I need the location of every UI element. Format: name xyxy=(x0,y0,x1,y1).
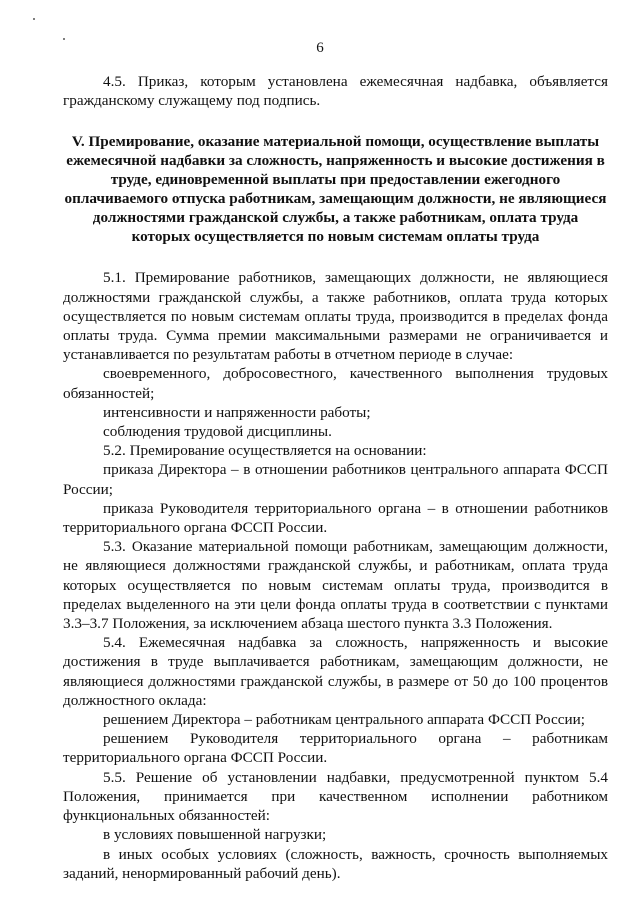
paragraph-5-4: 5.4. Ежемесячная надбавка за сложность, напряженность и высокие достижения в труде выплачивается работникам, замещающим должности, не являющиеся должностями гражданской службы, в размере от 50 до 100 процентов должностного оклада: xyxy=(63,634,608,709)
paragraph-5-3: 5.3. Оказание материальной помощи работникам, замещающим должности, не являющиеся должностями гражданской службы, и работникам, оплата труда которых осуществляется по новым системам оплаты труда, производится в пределах выделенного на эти цели фонда оплаты труда в соответствии с пунктами 3.3–3.7 Положения, за исключением абзаца шестого пункта 3.3 Положения. xyxy=(63,538,608,633)
list-item: в условиях повышенной нагрузки; xyxy=(103,826,327,844)
list-item: решением Директора – работникам центрального аппарата ФССП России; xyxy=(103,711,585,729)
list-item: соблюдения трудовой дисциплины. xyxy=(103,423,332,441)
paragraph-5-2: 5.2. Премирование осуществляется на основании: xyxy=(103,442,427,460)
list-item: приказа Руководителя территориального органа – в отношении работников территориального органа ФССП России. xyxy=(63,499,608,537)
list-item: решением Руководителя территориального органа – работникам территориального органа ФССП России. xyxy=(63,730,608,767)
section-4-5: 4.5. Приказ, которым установлена ежемесячная надбавка, объявляется гражданскому служащему под подпись. xyxy=(63,73,608,110)
document-body xyxy=(63,72,608,883)
list-item: интенсивности и напряженности работы; xyxy=(103,403,371,421)
list-item: приказа Директора – в отношении работников центрального аппарата ФССП России; xyxy=(63,461,608,498)
paragraph-5-5: 5.5. Решение об установлении надбавки, предусмотренной пунктом 5.4 Положения, принимается при качественном исполнении работником функциональных обязанностей: xyxy=(63,768,608,825)
paragraph-5-1: 5.1. Премирование работников, замещающих должности, не являющиеся должностями гражданской службы, а также работников, оплата труда которых осуществляется по новым системам оплаты труда, производится в пределах фонда оплаты труда. Сумма премии максимальными размерами не ограничивается и устанавливается по результатам работы в отчетном периоде в случае: xyxy=(63,269,608,364)
page-number: 6 xyxy=(316,40,324,56)
list-item: в иных особых условиях (сложность, важность, срочность выполняемых заданий, ненормированный рабочий день). xyxy=(63,845,608,882)
scan-speck xyxy=(33,18,35,20)
list-item: своевременного, добросовестного, качественного выполнения трудовых обязанностей; xyxy=(63,365,608,402)
section-heading: V. Премирование, оказание материальной помощи, осуществление выплаты ежемесячной надбавки за сложность, напряженность и высокие достижения в труде, единовременной выплаты при предоставлении ежегодного оплачиваемого отпуска работникам, замещающим должности, не являющиеся должностями гражданской службы, а также работникам, оплата труда которых осуществляется по новым системам оплаты труда xyxy=(64,133,607,246)
